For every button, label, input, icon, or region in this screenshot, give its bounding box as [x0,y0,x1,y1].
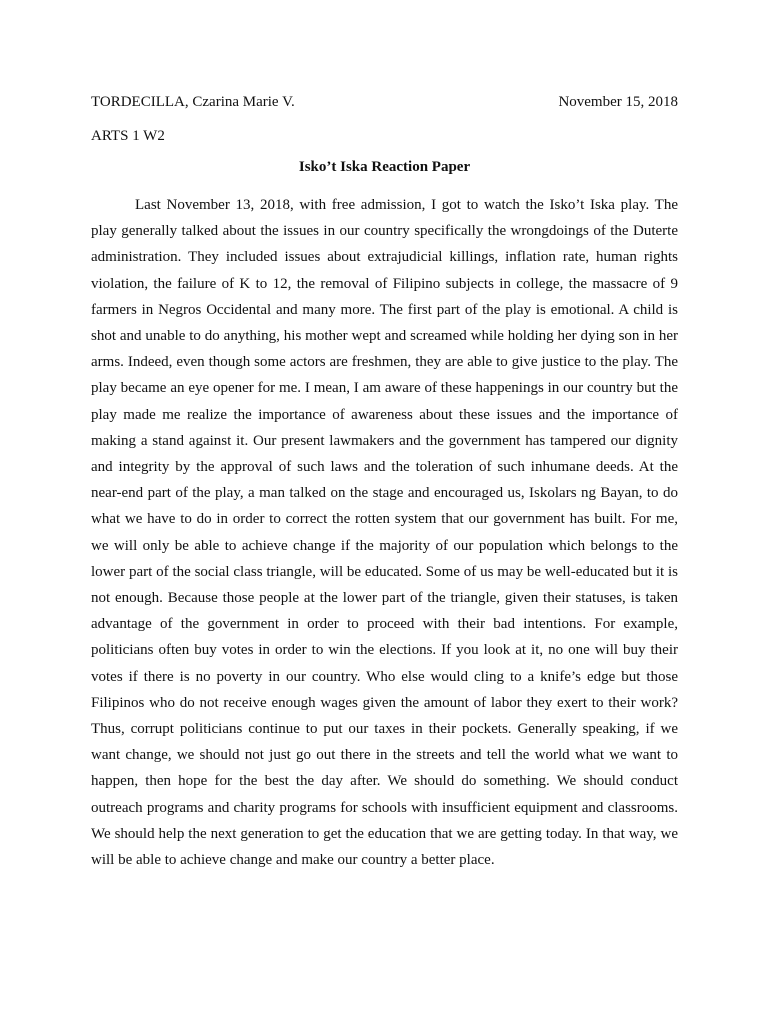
course-code: ARTS 1 W2 [91,128,165,144]
document-date: November 15, 2018 [558,94,678,110]
body-paragraph: Last November 13, 2018, with free admission, I got to watch the Isko’t Iska play. The play generally talked about the issues in our country specifically the wrongdoings of the Duterte administration. They included issues about extrajudicial killings, inflation rate, human rights violation, the failure of K to 12, the removal of Filipino subjects in college, the massacre of 9 farmers in Negros Occidental and many more. The first part of the play is emotional. A child is shot and unable to do anything, his mother wept and screamed while holding her dying son in her arms. Indeed, even though some actors are freshmen, they are able to give justice to the play. The play became an eye opener for me. I mean, I am aware of these happenings in our country but the play made me realize the importance of awareness about these issues and the importance of making a stand against it. Our present lawmakers and the government has tampered our dignity and integrity by the approval of such laws and the toleration of such inhumane deeds. At the near-end part of the play, a man talked on the stage and encouraged us, Iskolars ng Bayan, to do what we have to do in order to correct the rotten system that our government has built. For me, we will only be able to achieve change if the majority of our population which belongs to the lower part of the social class triangle, will be educated. Some of us may be well-educated but it is not enough. Because those people at the lower part of the triangle, given their statuses, is taken advantage of the government in order to proceed with their bad intentions. For example, politicians often buy votes in order to win the elections. If you look at it, no one will buy their votes if there is no poverty in our country. Who else would cling to a knife’s edge but those Filipinos who do not receive enough wages given the amount of labor they exert to their work? Thus, corrupt politicians continue to put our taxes in their pockets. Generally speaking, if we want change, we should not just go out there in the streets and tell the world what we want to happen, then hope for the best the day after. We should do something. We should conduct outreach programs and charity programs for schools with insufficient equipment and classrooms. We should help the next generation to get the education that we are getting today. In that way, we will be able to achieve change and make our country a better place. [91,197,678,869]
paper-title: Isko’t Iska Reaction Paper [298,159,471,175]
author-name: TORDECILLA, Czarina Marie V. [91,94,295,110]
header-row [91,92,678,112]
